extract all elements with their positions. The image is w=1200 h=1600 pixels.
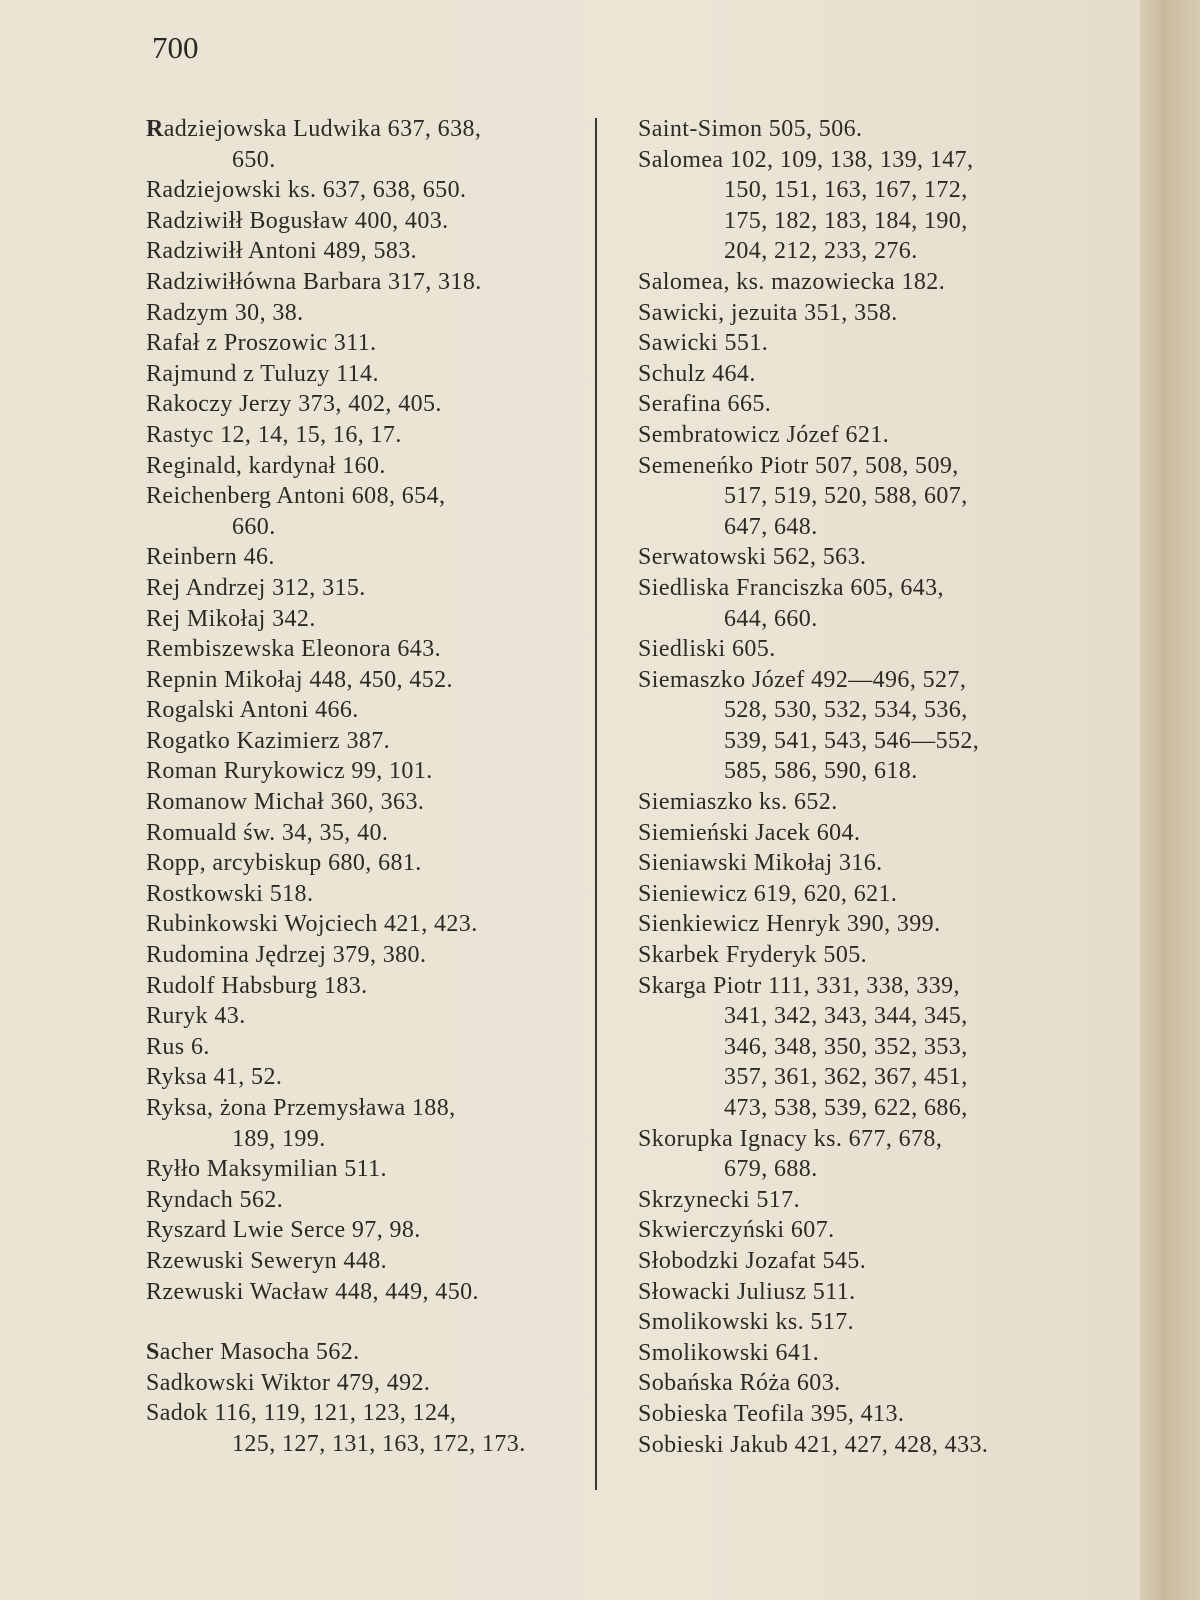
index-entry [638,787,1058,818]
index-entry-line: Rus 6. [146,1033,210,1060]
index-entry [638,634,1058,665]
index-entry-line: Ryłło Maksymilian 511. [146,1156,387,1183]
section-initial: S [146,1339,160,1366]
index-entry [638,909,1058,940]
index-entry [638,1399,1058,1430]
index-entry-line: Rakoczy Jerzy 373, 402, 405. [146,391,442,418]
index-entry-line: Smolikowski 641. [638,1339,820,1366]
index-entry [638,1277,1058,1308]
index-entry-line: Salomea 102, 109, 138, 139, 147, [638,146,974,173]
index-entry [146,481,576,542]
index-entry-line: Radziwiłł Antoni 489, 583. [146,238,418,265]
index-entry [146,206,576,237]
index-entry [146,236,576,267]
index-entry [638,1215,1058,1246]
index-entry [146,1215,576,1246]
index-entry [638,573,1058,634]
index-entry-line: Ruryk 43. [146,1003,246,1030]
index-entry [638,267,1058,298]
index-entry-continuation: 539, 541, 543, 546—552, [724,727,980,754]
index-entry-line [146,114,576,145]
index-entry-text: adziejowska Ludwika 637, 638, [163,116,482,142]
index-entry [638,145,1058,267]
index-entry [638,328,1058,359]
index-entry-line: Repnin Mikołaj 448, 450, 452. [146,666,453,693]
index-entry-continuation: 517, 519, 520, 588, 607, [724,483,968,510]
index-entry-line: Sobieska Teofila 395, 413. [638,1400,905,1427]
index-entry-continuation: 204, 212, 233, 276. [724,238,918,265]
index-entry-line: Skarga Piotr 111, 331, 338, 339, [638,972,960,999]
index-entry [146,1368,576,1399]
index-entry [638,1124,1058,1185]
index-entry-line: Słobodzki Jozafat 545. [638,1247,867,1274]
index-entry [638,665,1058,787]
index-entry-continuation: 189, 199. [232,1125,326,1152]
index-entry-continuation: 528, 530, 532, 534, 536, [724,697,968,724]
index-entry-line: Skarbek Fryderyk 505. [638,942,868,969]
index-entry-line: Serwatowski 562, 563. [638,544,867,571]
index-entry [146,1032,576,1063]
index-entry-line: Siedliska Franciszka 605, 643, [638,574,944,601]
index-entry [638,940,1058,971]
index-entry [638,1246,1058,1277]
index-entry [146,1185,576,1216]
index-entry [146,1246,576,1277]
index-entry [146,665,576,696]
index-entry-line: Saint-Simon 505, 506. [638,116,863,142]
index-entry-line: Ryksa, żona Przemysława 188, [146,1095,456,1121]
index-entry-line: Romanow Michał 360, 363. [146,789,425,816]
index-entry [146,1001,576,1032]
index-entry-line: Siemaszko Józef 492—496, 527, [638,666,967,693]
section-initial: R [146,116,164,142]
index-entry [146,879,576,910]
index-entry-line: Skrzynecki 517. [638,1186,800,1213]
index-entry-continuation: 341, 342, 343, 344, 345, [724,1003,968,1030]
index-entry-line: Salomea, ks. mazowiecka 182. [638,268,946,295]
index-entry-line: Rembiszewska Eleonora 643. [146,636,441,663]
index-entry [146,542,576,573]
index-entry-text: acher Masocha 562. [159,1339,360,1366]
index-entry-line: Rzewuski Wacław 448, 449, 450. [146,1278,479,1305]
index-entry [146,909,576,940]
index-entry-line: Ryszard Lwie Serce 97, 98. [146,1217,421,1244]
index-entry [146,1337,576,1368]
index-entry-line: Rajmund z Tuluzy 114. [146,360,379,387]
index-entry-continuation: 125, 127, 131, 163, 172, 173. [232,1430,526,1457]
index-entry-line: Reinbern 46. [146,544,275,571]
index-entry-line: Siedliski 605. [638,636,776,663]
index-entry [146,573,576,604]
index-entry-line: Sienkiewicz Henryk 390, 399. [638,911,941,938]
index-entry-continuation: 473, 538, 539, 622, 686, [724,1095,968,1121]
index-entry-continuation: 175, 182, 183, 184, 190, [724,207,968,234]
index-entry-line: Rubinkowski Wojciech 421, 423. [146,911,478,938]
index-entry [638,1368,1058,1399]
index-entry [146,756,576,787]
index-entry-line: Skwierczyński 607. [638,1217,835,1244]
index-entry-line: Sembratowicz Józef 621. [638,421,890,448]
index-entry [146,848,576,879]
index-entry-line: Rogatko Kazimierz 387. [146,727,391,754]
index-entry-line: Schulz 464. [638,360,756,387]
index-entry [146,726,576,757]
index-entry [638,971,1058,1124]
index-entry-line: Sadkowski Wiktor 479, 492. [146,1369,431,1396]
index-entry-line: Rafał z Proszowic 311. [146,330,377,357]
index-entry [146,634,576,665]
index-entry [146,267,576,298]
index-entry-line: Radziejowski ks. 637, 638, 650. [146,177,467,204]
index-entry-line: Rastyc 12, 14, 15, 16, 17. [146,421,402,448]
index-entry-continuation: 679, 688. [724,1156,818,1183]
index-entry [638,1307,1058,1338]
index-entry [638,1185,1058,1216]
index-entry-continuation: 346, 348, 350, 352, 353, [724,1033,968,1060]
index-entry-line: Rudolf Habsburg 183. [146,972,368,999]
index-entry-line: Rogalski Antoni 466. [146,697,359,724]
index-entry-continuation: 644, 660. [724,605,818,632]
index-entry [146,328,576,359]
index-entry [146,818,576,849]
index-entry [146,1277,576,1308]
index-entry [146,1093,576,1154]
index-entry-line: Smolikowski ks. 517. [638,1309,855,1336]
section-gap [146,1307,576,1337]
index-entry-line: Sawicki 551. [638,330,769,357]
index-entry [638,1430,1058,1461]
index-entry-line: Rostkowski 518. [146,880,314,907]
index-entry-line: Sobańska Róża 603. [638,1370,841,1397]
index-entry-line: Sieniawski Mikołaj 316. [638,850,883,877]
index-entry-line: Ryndach 562. [146,1186,284,1213]
index-entry [146,389,576,420]
index-entry [638,1338,1058,1369]
index-entry [638,542,1058,573]
index-entry [146,114,576,175]
index-entry [146,1062,576,1093]
index-entry [146,940,576,971]
index-entry-line: Radziwiłłówna Barbara 317, 318. [146,268,482,295]
index-entry-line: Reginald, kardynał 160. [146,452,386,479]
index-entry-line: Słowacki Juliusz 511. [638,1278,856,1305]
index-entry [638,359,1058,390]
index-entry-line: Siemieński Jacek 604. [638,819,861,846]
index-entry [146,1398,576,1459]
index-entry-line: Sawicki, jezuita 351, 358. [638,299,898,326]
index-entry-line: Semeneńko Piotr 507, 508, 509, [638,452,959,479]
index-entry-line: Rzewuski Seweryn 448. [146,1247,388,1274]
index-entry-continuation: 647, 648. [724,513,818,540]
index-entry-line [146,1337,576,1368]
index-entry [146,359,576,390]
index-entry-line: Sadok 116, 119, 121, 123, 124, [146,1400,457,1427]
index-entry-line: Radziwiłł Bogusław 400, 403. [146,207,449,234]
index-entry-line: Rej Andrzej 312, 315. [146,574,366,601]
index-column-left [146,114,576,1460]
page-number: 700 [152,30,199,65]
index-entry [638,818,1058,849]
index-entry [638,879,1058,910]
index-entry-line: Skorupka Ignacy ks. 677, 678, [638,1125,943,1152]
index-entry [146,695,576,726]
index-column-right [638,114,1058,1460]
index-entry-continuation: 150, 151, 163, 167, 172, [724,177,968,204]
index-entry-line: Ropp, arcybiskup 680, 681. [146,850,422,877]
index-entry-line: Radzym 30, 38. [146,299,304,326]
index-entry [146,971,576,1002]
column-divider [595,118,597,1490]
index-entry-line: Rej Mikołaj 342. [146,605,316,632]
index-entry [146,420,576,451]
index-entry-continuation: 650. [232,146,276,173]
index-entry [638,451,1058,543]
index-entry-line: Reichenberg Antoni 608, 654, [146,483,446,510]
index-entry [638,298,1058,329]
index-entry-continuation: 660. [232,513,276,540]
index-entry [638,114,1058,145]
index-entry [146,787,576,818]
index-entry-line: Siemiaszko ks. 652. [638,789,838,816]
index-entry-line: Romuald św. 34, 35, 40. [146,819,389,846]
index-entry-line: Ryksa 41, 52. [146,1064,283,1091]
index-entry-line: Roman Rurykowicz 99, 101. [146,758,433,785]
index-entry-line: Serafina 665. [638,391,772,418]
index-entry [146,1154,576,1185]
index-entry [146,604,576,635]
index-entry-line: Sobieski Jakub 421, 427, 428, 433. [638,1431,989,1458]
index-entry-continuation: 585, 586, 590, 618. [724,758,918,785]
index-entry [638,389,1058,420]
index-entry [638,420,1058,451]
index-entry-line: Rudomina Jędrzej 379, 380. [146,942,427,969]
index-entry [146,175,576,206]
book-gutter [1140,0,1200,1600]
index-entry-continuation: 357, 361, 362, 367, 451, [724,1064,968,1091]
index-entry [146,298,576,329]
index-entry-line: Sieniewicz 619, 620, 621. [638,880,898,907]
index-entry [146,451,576,482]
index-entry [638,848,1058,879]
